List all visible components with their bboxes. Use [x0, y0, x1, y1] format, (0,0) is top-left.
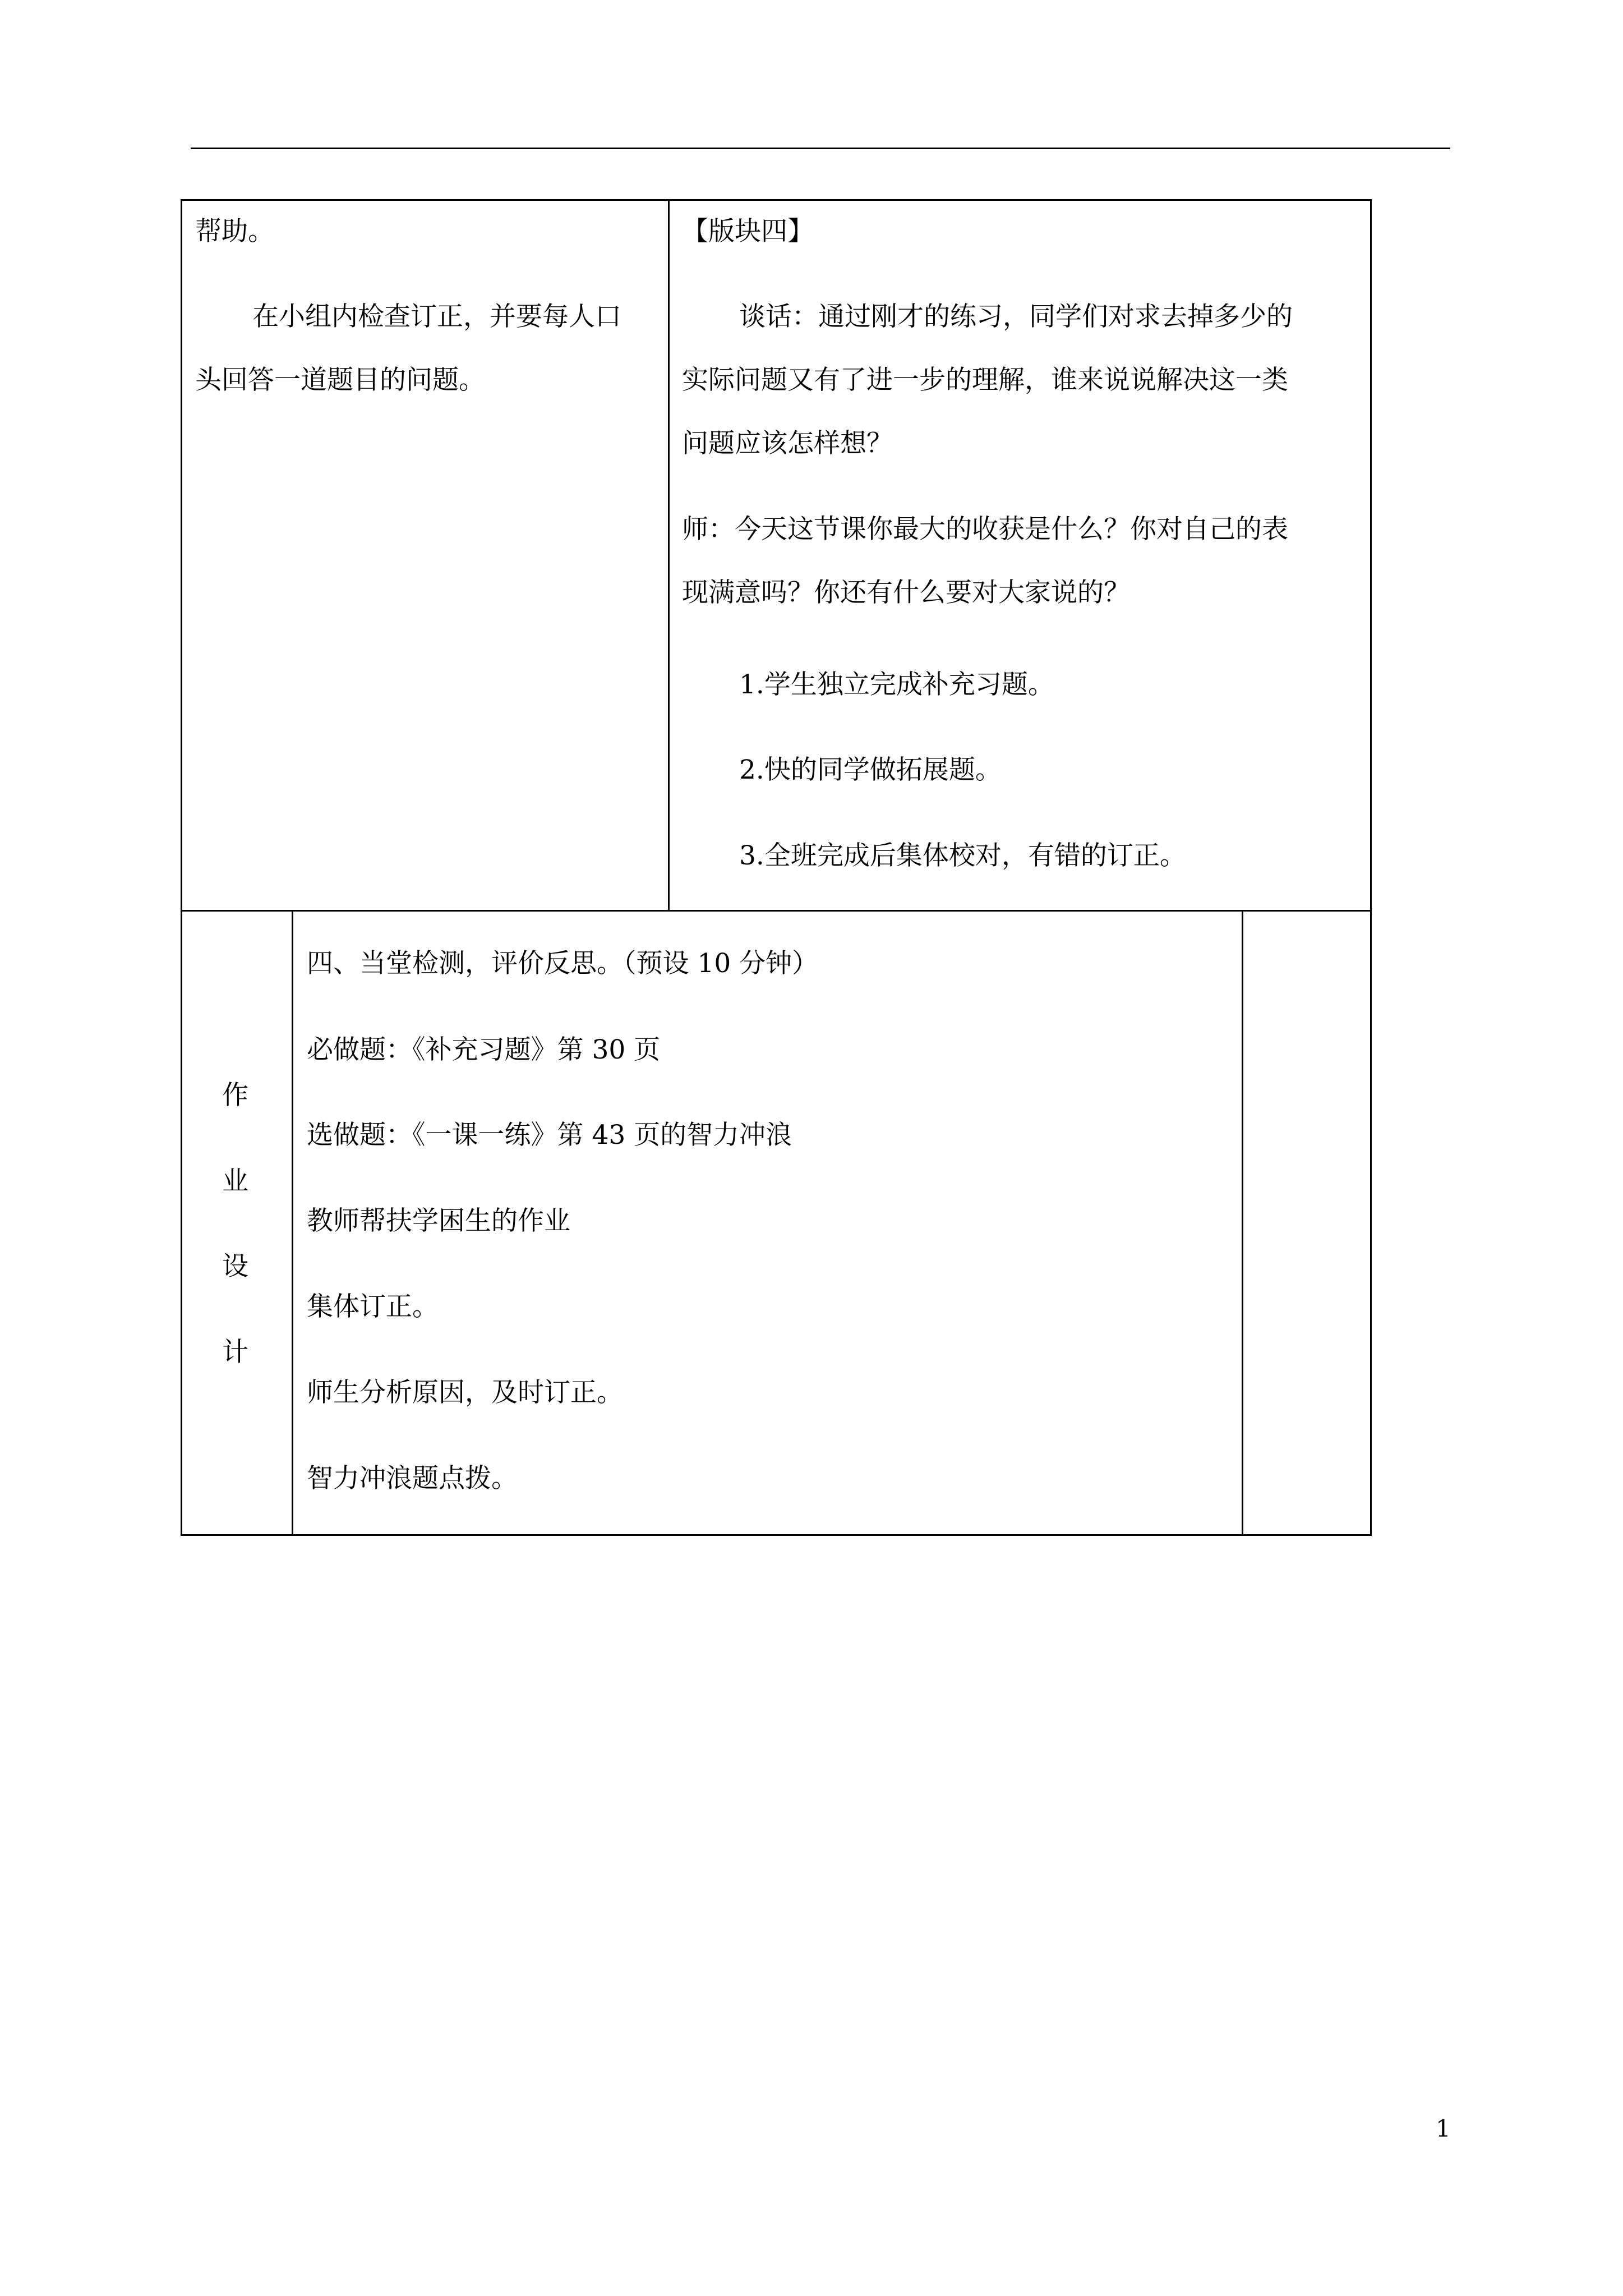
table-right-border [1370, 199, 1372, 1536]
right-cell-line: 师：今天这节课你最大的收获是什么？你对自己的表 [682, 514, 1288, 545]
homework-line: 智力冲浪题点拨。 [307, 1463, 518, 1494]
left-cell-line: 在小组内检查订正，并要每人口 [252, 301, 621, 332]
table-left-border [181, 199, 182, 1536]
header-rule [191, 148, 1450, 149]
homework-label-char: 设 [222, 1251, 248, 1282]
section-heading: 【版块四】 [682, 216, 814, 247]
homework-label-char: 作 [222, 1080, 248, 1111]
homework-line: 教师帮扶学困生的作业 [307, 1205, 570, 1236]
homework-line: 必做题：《补充习题》第 30 页 [307, 1034, 661, 1065]
list-item: 1.学生独立完成补充习题。 [739, 669, 1054, 700]
table-bottom-border [181, 1534, 1372, 1536]
table-middle-border [181, 910, 1372, 912]
homework-line: 四、当堂检测，评价反思。（预设 10 分钟） [307, 948, 819, 979]
homework-line: 集体订正。 [307, 1291, 439, 1322]
left-cell-line: 帮助。 [195, 216, 274, 247]
page-number: 1 [1436, 2115, 1451, 2142]
list-item: 2.快的同学做拓展题。 [739, 754, 1002, 785]
list-item: 3.全班完成后集体校对，有错的订正。 [739, 840, 1186, 871]
homework-label-char: 计 [222, 1337, 248, 1368]
homework-label-char: 业 [222, 1166, 248, 1197]
upper-row-divider [668, 199, 670, 912]
right-cell-line: 实际问题又有了进一步的理解，谁来说说解决这一类 [682, 365, 1288, 395]
left-cell-line: 头回答一道题目的问题。 [195, 365, 485, 395]
right-cell-line: 问题应该怎样想？ [682, 428, 893, 459]
table-top-border [181, 199, 1372, 201]
homework-label-divider [292, 910, 293, 1536]
right-cell-line: 谈话：通过刚才的练习，同学们对求去掉多少的 [739, 301, 1293, 332]
homework-notes-cell [1243, 912, 1370, 1534]
homework-line: 师生分析原因，及时订正。 [307, 1377, 623, 1408]
right-cell-line: 现满意吗？你还有什么要对大家说的？ [682, 577, 1130, 608]
homework-line: 选做题：《一课一练》第 43 页的智力冲浪 [307, 1120, 792, 1151]
